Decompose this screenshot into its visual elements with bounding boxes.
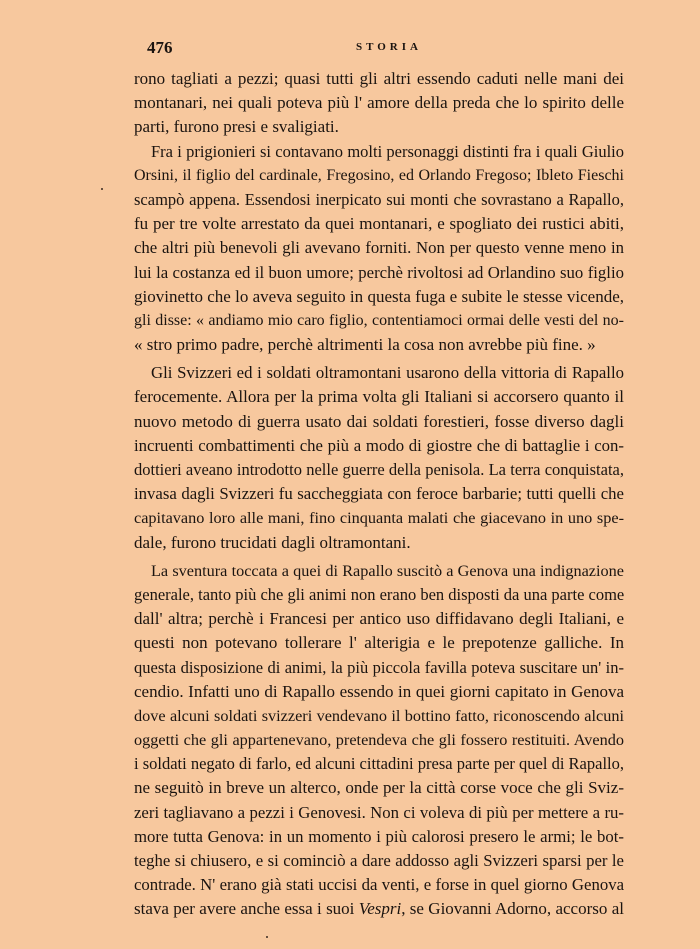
text-line: scampò appena. Essendosi inerpicato sui monti che sovrastano a Rapallo, xyxy=(134,189,624,209)
text-line: incruenti combattimenti che più a modo di giostre che di battaglie i con- xyxy=(134,435,624,455)
text-line: questi non potevano tollerare l' alterigia e le prepotenze galliche. In xyxy=(134,633,624,653)
text-line: dove alcuni soldati svizzeri vendevano il bottino fatto, riconoscendo alcuni xyxy=(134,706,624,725)
text-line: generale, tanto più che gli animi non erano ben disposti da una parte come xyxy=(134,584,625,604)
text-line: Gli Svizzeri ed i soldati oltramontani usarono della vittoria di Rapallo xyxy=(151,363,624,383)
text-line: nuovo metodo di guerra usato dai soldati forestieri, fosse diverso dagli xyxy=(134,411,624,431)
ink-speck xyxy=(266,936,268,938)
text-line: dottieri aveano introdotto nelle guerre della penisola. La terra conquistata, xyxy=(134,460,624,479)
text-line: teghe si chiusero, e si cominciò a dare addosso agli Svizzeri sparsi per le xyxy=(134,851,624,870)
page-number: 476 xyxy=(147,38,173,57)
text-line: invasa dagli Svizzeri fu saccheggiata con feroce barbarie; tutti quelli che xyxy=(134,484,624,504)
text-line: « stro primo padre, perchè altrimenti la cosa non avrebbe più fine. » xyxy=(134,335,596,355)
text-line: rono tagliati a pezzi; quasi tutti gli altri essendo caduti nelle mani dei xyxy=(134,69,624,88)
text-line: ferocemente. Allora per la prima volta gli Italiani si accorsero quanto il xyxy=(134,387,624,407)
text-line: che altri più benevoli gli avevano forniti. Non per questo venne meno in xyxy=(134,238,624,258)
text-line: zeri tagliavano a pezzi i Genovesi. Non ci voleva di più per mettere a ru- xyxy=(134,802,624,822)
text-line: ne seguitò in breve un alterco, onde per la città corse voce che gli Sviz- xyxy=(134,778,624,798)
paragraph xyxy=(134,559,624,922)
text-line: oggetti che gli appartenevano, pretendeva che gli fossero restituiti. Avendo xyxy=(134,731,624,750)
text-line: Fra i prigionieri si contavano molti personaggi distinti fra i quali Giulio xyxy=(151,141,624,161)
page-header xyxy=(134,38,624,60)
text-line: gli disse: « andiamo mio caro figlio, contentiamoci ormai delle vesti del no- xyxy=(134,311,624,329)
ink-speck xyxy=(101,188,103,190)
text-line: i soldati negato di farlo, ed alcuni cittadini presa parte per quel di Rapallo, xyxy=(134,754,624,774)
text-line: dall' altra; perchè i Francesi per antico uso diffidavano degli Italiani, e xyxy=(134,609,624,629)
text-line: cendio. Infatti uno di Rapallo essendo in quei giorni capitato in Genova xyxy=(134,681,624,701)
text-line: giovinetto che lo aveva seguito in questa fuga e subite le stesse vicende, xyxy=(134,286,624,306)
paragraph xyxy=(134,140,624,358)
text-line: La sventura toccata a quei di Rapallo suscitò a Genova una indignazione xyxy=(151,561,624,580)
text-line: questa disposizione di animi, la più piccola favilla poteva suscitare un' in- xyxy=(134,657,624,677)
text-line: Orsini, il figlio del cardinale, Fregosino, ed Orlando Fregoso; Ibleto Fieschi xyxy=(134,166,624,184)
running-title: STORIA xyxy=(356,41,422,53)
text-line: capitavano loro alle mani, fino cinquanta malati che giacevano in uno spe- xyxy=(134,509,624,528)
text-line: lui la costanza ed il buon umore; perchè rivoltosi ad Orlandino suo figlio xyxy=(134,262,624,282)
text-line: stava per avere anche essa i suoi Vespri, se Giovanni Adorno, accorso al xyxy=(134,899,624,919)
text-line: more tutta Genova: in un momento i più calorosi presero le armi; le bot- xyxy=(134,826,624,846)
paragraph xyxy=(134,361,624,555)
text-line: contrade. N' erano già stati uccisi da venti, e forse in quel giorno Genova xyxy=(134,875,624,895)
text-line: montanari, nei quali poteva più l' amore della preda che lo spirito delle xyxy=(134,93,624,113)
paragraph xyxy=(134,67,624,140)
body-text xyxy=(134,67,624,922)
text-line: fu per tre volte arrestato da quei montanari, e spogliato dei rustici abiti, xyxy=(134,214,624,234)
text-line: parti, furono presi e svaligiati. xyxy=(134,117,339,137)
text-line: dale, furono trucidati dagli oltramontani. xyxy=(134,532,411,552)
